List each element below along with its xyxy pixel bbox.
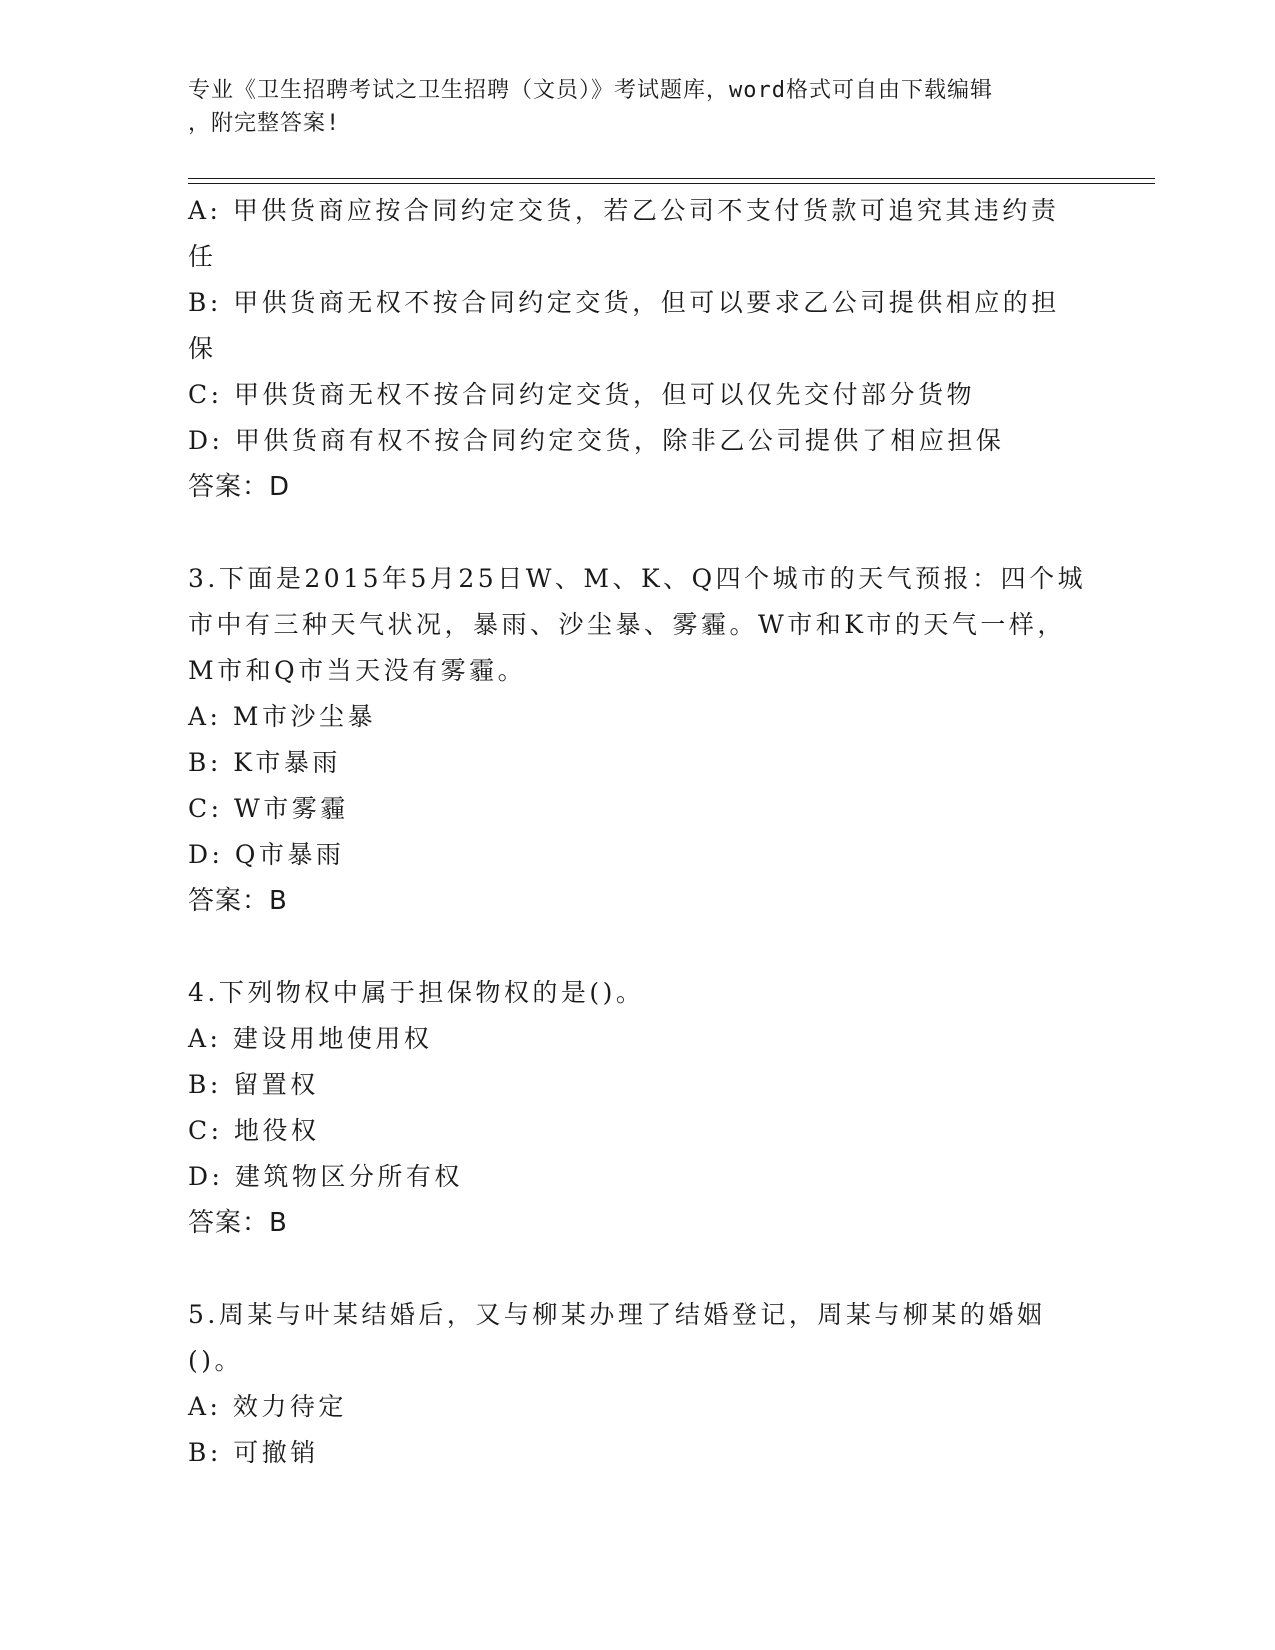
q5-option-b: B: 可撤销: [188, 1438, 319, 1467]
q2-option-a-line-2: 任: [188, 242, 217, 271]
document-header: [188, 74, 1068, 140]
spacer: [188, 924, 1088, 970]
question-3: [188, 556, 1088, 924]
spacer: [188, 510, 1088, 556]
q3-stem-line-1: 3.下面是2015年5月25日W、M、K、Q四个城市的天气预报：四个城: [188, 564, 1087, 593]
q4-option-d: D: 建筑物区分所有权: [188, 1162, 463, 1191]
q3-option-d: D: Q市暴雨: [188, 840, 345, 869]
q3-option-a: A: M市沙尘暴: [188, 702, 377, 731]
q4-answer: 答案：B: [188, 1208, 288, 1238]
question-5: [188, 1292, 1088, 1476]
header-line-2: ，附完整答案!: [188, 111, 341, 136]
spacer: [188, 1246, 1088, 1292]
q2-answer: 答案：D: [188, 472, 291, 502]
q3-answer: 答案：B: [188, 886, 288, 916]
q5-stem-line-1: 5.周某与叶某结婚后，又与柳某办理了结婚登记，周某与柳某的婚姻: [188, 1300, 1046, 1329]
q4-option-a: A: 建设用地使用权: [188, 1024, 433, 1053]
q4-stem: 4.下列物权中属于担保物权的是()。: [188, 978, 645, 1007]
question-4: [188, 970, 1088, 1246]
document-body: [188, 188, 1088, 1476]
q2-option-b-line-1: B: 甲供货商无权不按合同约定交货，但可以要求乙公司提供相应的担: [188, 288, 1060, 317]
q3-stem-line-3: M市和Q市当天没有雾霾。: [188, 656, 527, 685]
q4-option-c: C: 地役权: [188, 1116, 320, 1145]
q5-stem-line-2: ()。: [188, 1346, 244, 1375]
header-line-1: 专业《卫生招聘考试之卫生招聘（文员）》考试题库，word格式可自由下载编辑: [188, 78, 993, 103]
q3-stem-line-2: 市中有三种天气状况，暴雨、沙尘暴、雾霾。W市和K市的天气一样，: [188, 610, 1066, 639]
q2-option-d: D: 甲供货商有权不按合同约定交货，除非乙公司提供了相应担保: [188, 426, 1005, 455]
q2-option-c: C: 甲供货商无权不按合同约定交货，但可以仅先交付部分货物: [188, 380, 976, 409]
q2-option-b-line-2: 保: [188, 334, 217, 363]
question-2: [188, 188, 1088, 510]
q3-option-c: C: W市雾霾: [188, 794, 349, 823]
q4-option-b: B: 留置权: [188, 1070, 319, 1099]
q2-option-a-line-1: A: 甲供货商应按合同约定交货，若乙公司不支付货款可追究其违约责: [188, 196, 1060, 225]
header-divider-top: [188, 178, 1155, 179]
q3-option-b: B: K市暴雨: [188, 748, 341, 777]
q5-option-a: A: 效力待定: [188, 1392, 347, 1421]
header-divider-bottom: [188, 183, 1155, 184]
